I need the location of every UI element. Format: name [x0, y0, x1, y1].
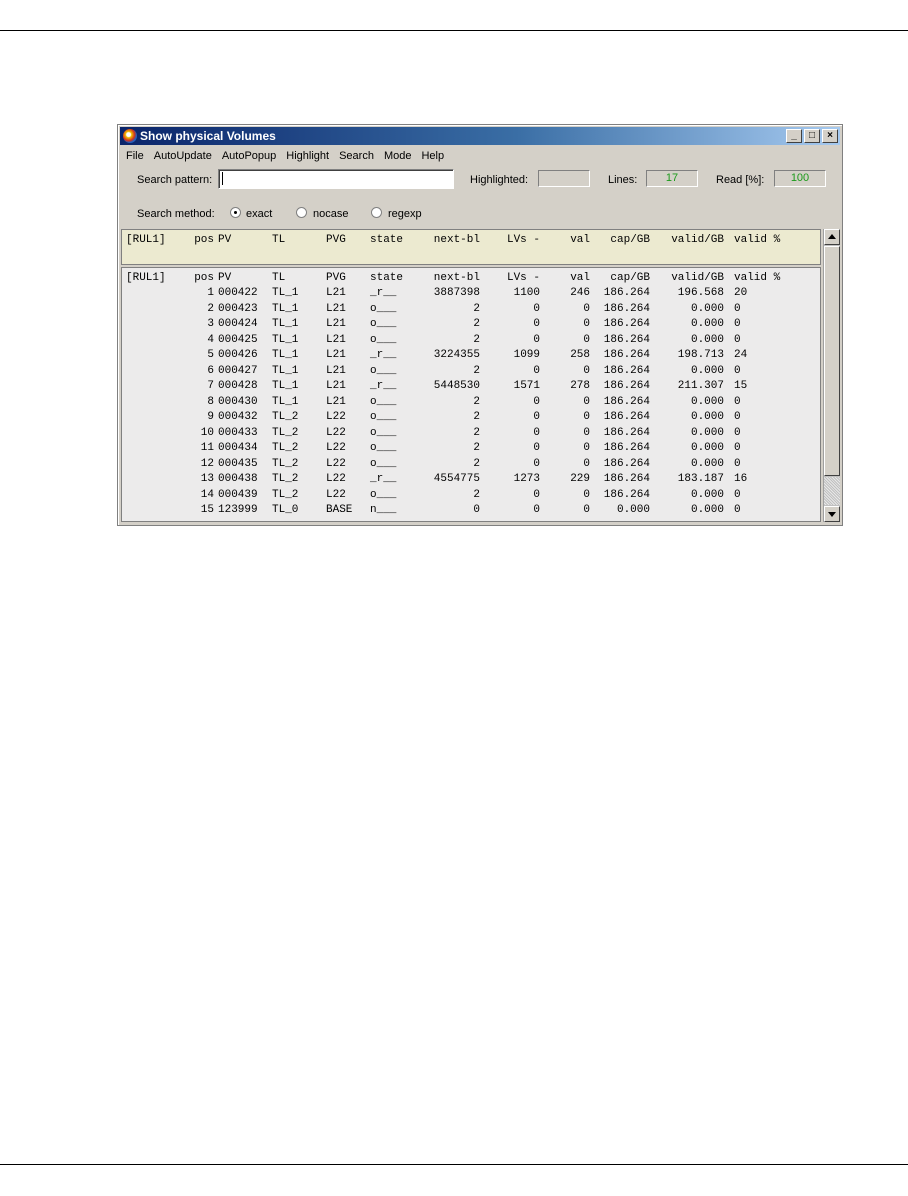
close-button[interactable]: ×: [822, 129, 838, 143]
cell-state: _r__: [370, 380, 397, 392]
cell-state: o___: [370, 333, 397, 346]
column-header-rul: [RUL1]: [126, 234, 166, 246]
cell-pv: 000438: [218, 473, 258, 485]
cell-lvs: 1099: [513, 349, 540, 361]
column-header-val: val: [570, 272, 590, 284]
cell-pos: 6: [207, 364, 214, 377]
cell-val: 0: [583, 302, 590, 315]
cell-valid-pct: 0: [734, 318, 741, 330]
cell-state: o___: [370, 411, 397, 423]
column-header-state: state: [370, 234, 404, 246]
cell-valid-gb: 0.000: [690, 395, 724, 408]
cell-tl: TL_1: [272, 302, 299, 315]
column-header-valid-pct: valid %: [734, 234, 781, 246]
cell-state: o___: [370, 457, 397, 470]
cell-val: 0: [583, 442, 590, 454]
cell-valid-pct: 0: [734, 457, 741, 470]
cell-next-bl: 3887398: [433, 287, 480, 299]
cell-cap-gb: 186.264: [603, 426, 650, 439]
cell-state: _r__: [370, 349, 397, 361]
cell-state: o___: [370, 442, 397, 454]
cell-valid-gb: 0.000: [690, 504, 724, 516]
cell-lvs: 0: [533, 504, 540, 516]
cell-valid-pct: 0: [734, 395, 741, 408]
scroll-down-button[interactable]: [824, 506, 840, 522]
volume-list[interactable]: [121, 267, 821, 522]
cell-next-bl: 2: [473, 364, 480, 377]
cell-cap-gb: 186.264: [603, 364, 650, 377]
cell-state: o___: [370, 395, 397, 408]
search-pattern-input[interactable]: [218, 169, 454, 189]
cell-pvg: L21: [326, 302, 346, 315]
cell-pvg: L21: [326, 395, 346, 408]
menu-help[interactable]: Help: [421, 150, 445, 162]
scroll-thumb[interactable]: [824, 246, 840, 476]
cell-pos: 8: [207, 395, 214, 408]
cell-cap-gb: 186.264: [603, 333, 650, 346]
cell-valid-pct: 0: [734, 488, 741, 501]
cell-pos: 5: [207, 349, 214, 361]
cell-pvg: L21: [326, 349, 346, 361]
search-pattern-label: Search pattern:: [137, 174, 213, 186]
cell-lvs: 0: [533, 395, 540, 408]
cell-val: 0: [583, 333, 590, 346]
cell-valid-gb: 0.000: [690, 364, 724, 377]
menu-search[interactable]: Search: [339, 150, 374, 162]
cell-cap-gb: 186.264: [603, 411, 650, 423]
cell-lvs: 0: [533, 411, 540, 423]
cell-pos: 3: [207, 318, 214, 330]
maximize-button[interactable]: □: [804, 129, 820, 143]
minimize-button[interactable]: _: [786, 129, 802, 143]
radio-nocase-label[interactable]: nocase: [313, 208, 349, 220]
column-header-tl: TL: [272, 272, 286, 284]
cell-pv: 000430: [218, 395, 258, 408]
cell-next-bl: 2: [473, 488, 480, 501]
column-header-pos: pos: [194, 234, 214, 246]
lines-label: Lines:: [608, 174, 638, 186]
cell-tl: TL_1: [272, 333, 299, 346]
app-icon[interactable]: [123, 129, 137, 143]
cell-pv: 000428: [218, 380, 258, 392]
cell-valid-gb: 0.000: [690, 426, 724, 439]
cell-pv: 000432: [218, 411, 258, 423]
cell-val: 0: [583, 318, 590, 330]
cell-pvg: L21: [326, 318, 346, 330]
cell-next-bl: 2: [473, 302, 480, 315]
menu-highlight[interactable]: Highlight: [286, 150, 330, 162]
column-header-lvs: LVs -: [506, 272, 540, 284]
cell-lvs: 0: [533, 333, 540, 346]
cell-valid-gb: 211.307: [677, 380, 724, 392]
cell-pvg: L22: [326, 473, 346, 485]
cell-pvg: L21: [326, 287, 346, 299]
cell-tl: TL_1: [272, 380, 299, 392]
cell-valid-gb: 198.713: [677, 349, 724, 361]
cell-pv: 000422: [218, 287, 258, 299]
cell-val: 0: [583, 364, 590, 377]
cell-cap-gb: 186.264: [603, 473, 650, 485]
cell-cap-gb: 186.264: [603, 318, 650, 330]
scroll-up-button[interactable]: [824, 229, 840, 245]
cell-cap-gb: 186.264: [603, 287, 650, 299]
cell-valid-pct: 0: [734, 426, 741, 439]
column-header-pv: PV: [218, 234, 232, 246]
cell-val: 0: [583, 504, 590, 516]
cell-tl: TL_2: [272, 426, 299, 439]
cell-tl: TL_2: [272, 488, 299, 501]
title-bar[interactable]: [120, 127, 840, 145]
cell-pos: 9: [207, 411, 214, 423]
column-header-tl: TL: [272, 234, 286, 246]
cell-cap-gb: 186.264: [603, 380, 650, 392]
cell-pv: 000435: [218, 457, 258, 470]
cell-cap-gb: 0.000: [616, 504, 650, 516]
cell-val: 246: [570, 287, 590, 299]
cell-state: n___: [370, 504, 397, 516]
cell-pos: 2: [207, 302, 214, 315]
cell-pos: 11: [200, 442, 214, 454]
column-header-pos: pos: [194, 272, 214, 284]
cell-cap-gb: 186.264: [603, 349, 650, 361]
cell-valid-gb: 0.000: [690, 411, 724, 423]
column-header-cap-gb: cap/GB: [610, 272, 650, 284]
cell-val: 258: [570, 349, 590, 361]
menu-file[interactable]: File: [126, 150, 144, 162]
cell-next-bl: 2: [473, 318, 480, 330]
column-header-valid-gb: valid/GB: [671, 272, 724, 284]
cell-pos: 14: [200, 488, 214, 501]
text-caret: [222, 172, 223, 185]
cell-val: 0: [583, 411, 590, 423]
cell-pvg: L22: [326, 488, 346, 501]
cell-valid-gb: 0.000: [690, 302, 724, 315]
cell-pos: 15: [200, 504, 214, 516]
highlighted-label: Highlighted:: [470, 174, 529, 186]
cell-state: _r__: [370, 287, 397, 299]
window-title: Show physical Volumes: [140, 129, 276, 143]
cell-valid-pct: 0: [734, 364, 741, 377]
cell-tl: TL_1: [272, 395, 299, 408]
column-header-cap-gb: cap/GB: [610, 234, 650, 246]
cell-state: _r__: [370, 473, 397, 485]
highlighted-count-field: [538, 170, 590, 187]
cell-valid-gb: 0.000: [690, 442, 724, 454]
lines-count-field: 17: [646, 170, 698, 187]
column-header-pane: [121, 229, 821, 265]
cell-pv: 000439: [218, 488, 258, 501]
cell-tl: TL_2: [272, 457, 299, 470]
cell-cap-gb: 186.264: [603, 457, 650, 470]
cell-tl: TL_1: [272, 318, 299, 330]
page-top-rule: [0, 30, 908, 31]
cell-pos: 1: [207, 287, 214, 299]
cell-lvs: 1100: [513, 287, 540, 299]
cell-tl: TL_2: [272, 442, 299, 454]
column-header-rul: [RUL1]: [126, 272, 166, 284]
cell-cap-gb: 186.264: [603, 442, 650, 454]
cell-tl: TL_1: [272, 287, 299, 299]
show-physical-volumes-window: [117, 124, 843, 526]
cell-lvs: 0: [533, 364, 540, 377]
column-header-val: val: [570, 234, 590, 246]
cell-pv: 000433: [218, 426, 258, 439]
menu-mode[interactable]: Mode: [383, 150, 412, 162]
cell-next-bl: 0: [473, 504, 480, 516]
cell-next-bl: 5448530: [433, 380, 480, 392]
cell-val: 0: [583, 488, 590, 501]
cell-valid-pct: 0: [734, 333, 741, 346]
cell-pvg: L22: [326, 411, 346, 423]
read-percent-field: 100: [774, 170, 826, 187]
cell-lvs: 0: [533, 302, 540, 315]
cell-lvs: 0: [533, 426, 540, 439]
cell-pvg: L22: [326, 442, 346, 454]
search-method-label: Search method:: [137, 208, 215, 220]
cell-pv: 000424: [218, 318, 258, 330]
cell-state: o___: [370, 318, 397, 330]
cell-valid-pct: 15: [734, 380, 748, 392]
cell-cap-gb: 186.264: [603, 395, 650, 408]
radio-nocase[interactable]: [296, 207, 307, 218]
cell-pos: 10: [200, 426, 214, 439]
column-header-pv: PV: [218, 272, 232, 284]
column-header-lvs: LVs -: [506, 234, 540, 246]
cell-lvs: 0: [533, 442, 540, 454]
cell-pvg: L21: [326, 333, 346, 346]
cell-valid-pct: 0: [734, 302, 741, 315]
menu-autopopup[interactable]: AutoPopup: [221, 150, 277, 162]
cell-valid-gb: 183.187: [677, 473, 724, 485]
cell-lvs: 0: [533, 488, 540, 501]
cell-val: 0: [583, 426, 590, 439]
cell-next-bl: 2: [473, 426, 480, 439]
cell-valid-gb: 0.000: [690, 488, 724, 501]
cell-pv: 000425: [218, 333, 258, 346]
column-header-valid-gb: valid/GB: [671, 234, 724, 246]
cell-valid-gb: 0.000: [690, 457, 724, 470]
column-header-next-bl: next-bl: [433, 272, 480, 284]
cell-pos: 4: [207, 333, 214, 346]
cell-pos: 13: [200, 473, 214, 485]
radio-regexp-label[interactable]: regexp: [388, 208, 422, 220]
cell-pvg: L21: [326, 364, 346, 377]
menu-autoupdate[interactable]: AutoUpdate: [153, 150, 212, 162]
cell-pvg: L21: [326, 380, 346, 392]
cell-valid-gb: 0.000: [690, 318, 724, 330]
cell-state: o___: [370, 426, 397, 439]
radio-exact-label[interactable]: exact: [246, 208, 273, 220]
vertical-scrollbar[interactable]: [823, 229, 840, 522]
cell-next-bl: 4554775: [433, 473, 480, 485]
cell-tl: TL_2: [272, 411, 299, 423]
page-bottom-rule: [0, 1164, 908, 1165]
column-header-valid-pct: valid %: [734, 272, 781, 284]
cell-next-bl: 2: [473, 395, 480, 408]
cell-val: 278: [570, 380, 590, 392]
cell-valid-pct: 16: [734, 473, 748, 485]
cell-lvs: 0: [533, 457, 540, 470]
scroll-track[interactable]: [824, 477, 840, 505]
cell-next-bl: 2: [473, 333, 480, 346]
cell-cap-gb: 186.264: [603, 302, 650, 315]
column-header-next-bl: next-bl: [433, 234, 480, 246]
cell-tl: TL_1: [272, 364, 299, 377]
cell-pv: 000434: [218, 442, 258, 454]
radio-regexp[interactable]: [371, 207, 382, 218]
cell-lvs: 1571: [513, 380, 540, 392]
cell-pos: 12: [200, 457, 214, 470]
column-header-state: state: [370, 272, 404, 284]
radio-exact[interactable]: [230, 207, 241, 218]
cell-next-bl: 2: [473, 457, 480, 470]
cell-pos: 7: [207, 380, 214, 392]
cell-cap-gb: 186.264: [603, 488, 650, 501]
cell-valid-pct: 24: [734, 349, 748, 361]
cell-valid-pct: 0: [734, 411, 741, 423]
cell-val: 0: [583, 395, 590, 408]
column-header-pvg: PVG: [326, 234, 346, 246]
cell-valid-pct: 0: [734, 504, 741, 516]
menu-bar: [126, 148, 454, 164]
cell-pv: 123999: [218, 504, 258, 516]
column-header-pvg: PVG: [326, 272, 346, 284]
cell-valid-pct: 0: [734, 442, 741, 454]
cell-lvs: 1273: [513, 473, 540, 485]
cell-tl: TL_0: [272, 504, 299, 516]
cell-valid-pct: 20: [734, 287, 748, 299]
cell-state: o___: [370, 488, 397, 501]
cell-val: 0: [583, 457, 590, 470]
cell-pv: 000423: [218, 302, 258, 315]
cell-lvs: 0: [533, 318, 540, 330]
cell-pv: 000426: [218, 349, 258, 361]
cell-next-bl: 2: [473, 411, 480, 423]
cell-val: 229: [570, 473, 590, 485]
cell-state: o___: [370, 302, 397, 315]
cell-valid-gb: 0.000: [690, 333, 724, 346]
read-percent-label: Read [%]:: [716, 174, 765, 186]
cell-state: o___: [370, 364, 397, 377]
cell-pvg: BASE: [326, 504, 353, 516]
cell-pvg: L22: [326, 457, 346, 470]
cell-pvg: L22: [326, 426, 346, 439]
cell-next-bl: 2: [473, 442, 480, 454]
cell-next-bl: 3224355: [433, 349, 480, 361]
cell-valid-gb: 196.568: [677, 287, 724, 299]
cell-tl: TL_2: [272, 473, 299, 485]
cell-pv: 000427: [218, 364, 258, 377]
cell-tl: TL_1: [272, 349, 299, 361]
